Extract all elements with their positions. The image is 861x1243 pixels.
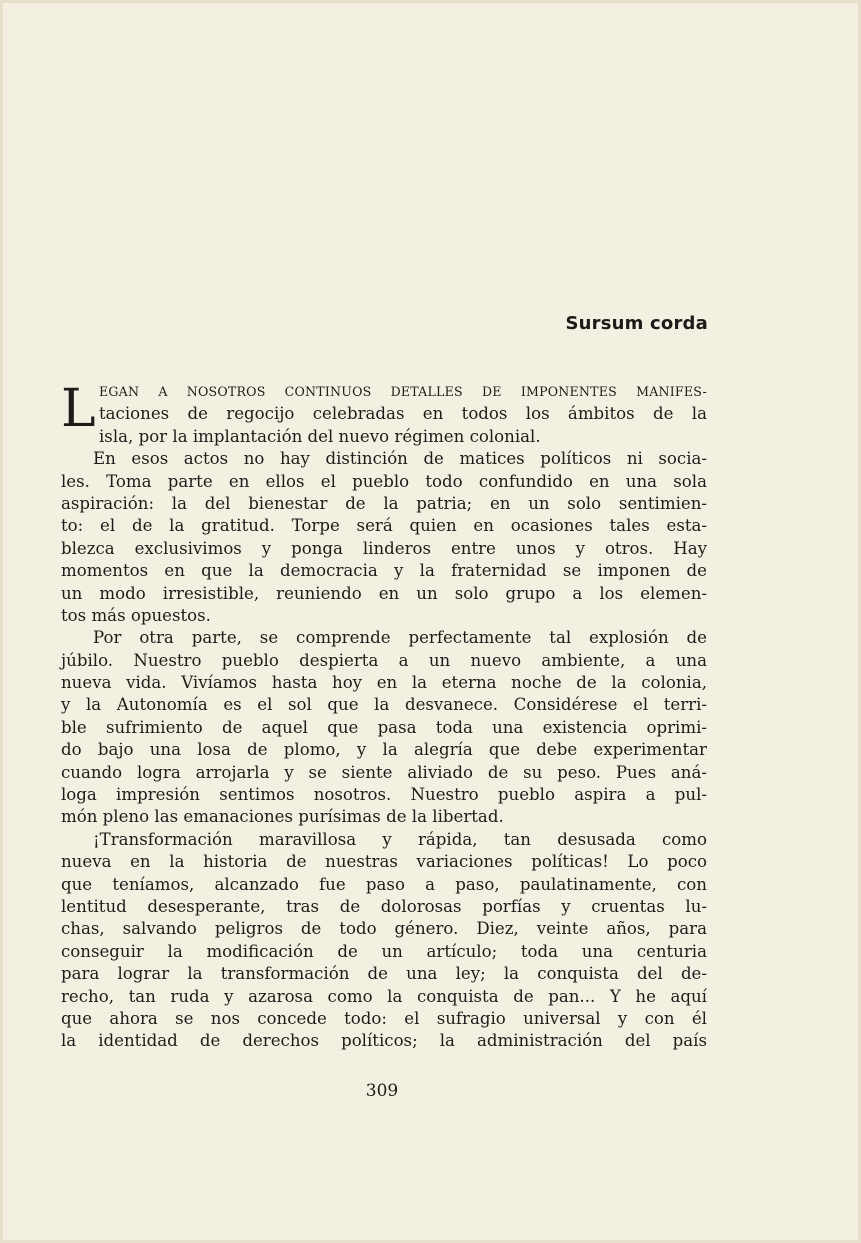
- text-line: la identidad de derechos políticos; la administración del país: [61, 1031, 707, 1051]
- text-line: que ahora se nos concede todo: el sufragio universal y con él: [61, 1008, 707, 1028]
- text-line: chas, salvando peligros de todo género. Diez, veinte años, para: [61, 919, 707, 939]
- text-line: tos más opuestos.: [61, 605, 211, 625]
- text-line: do bajo una losa de plomo, y la alegría que debe experimentar: [61, 740, 707, 760]
- chapter-title: Sursum corda: [565, 313, 708, 334]
- text-line: para lograr la transformación de una ley; la conquista del de-: [61, 964, 707, 984]
- text-line: conseguir la modificación de un artículo; toda una centuria: [61, 941, 707, 961]
- text-line: EGAN A NOSOTROS CONTINUOS DETALLES DE IMPONENTES MANIFES-: [99, 384, 707, 399]
- text-line: júbilo. Nuestro pueblo despierta a un nuevo ambiente, a una: [61, 650, 707, 670]
- text-line: cuando logra arrojarla y se siente aliviado de su peso. Pues aná-: [61, 762, 707, 782]
- page-number: 309: [365, 1081, 399, 1101]
- text-line: un modo irresistible, reuniendo en un solo grupo a los elemen-: [61, 583, 707, 603]
- text-line: y la Autonomía es el sol que la desvanece. Considérese el terri-: [61, 695, 707, 715]
- text-line: món pleno las emanaciones purísimas de la libertad.: [61, 807, 504, 827]
- text-line: Por otra parte, se comprende perfectamente tal explosión de: [93, 628, 707, 648]
- text-line: blezca exclusivimos y ponga linderos entre unos y otros. Hay: [61, 538, 707, 558]
- text-line: taciones de regocijo celebradas en todos los ámbitos de la: [99, 404, 707, 424]
- text-line: les. Toma parte en ellos el pueblo todo confundido en una sola: [61, 471, 707, 491]
- text-line: ¡Transformación maravillosa y rápida, tan desusada como: [93, 829, 707, 849]
- text-line: ble sufrimiento de aquel que pasa toda una existencia oprimi-: [61, 717, 707, 737]
- text-line: recho, tan ruda y azarosa como la conquista de pan... Y he aquí: [61, 986, 707, 1006]
- text-line: que teníamos, alcanzado fue paso a paso, paulatinamente, con: [61, 874, 707, 894]
- text-line: nueva vida. Vivíamos hasta hoy en la eterna noche de la colonia,: [61, 673, 707, 693]
- text-line: nueva en la historia de nuestras variaciones políticas! Lo poco: [61, 852, 707, 872]
- text-line: En esos actos no hay distinción de matices políticos ni socia-: [93, 449, 707, 469]
- text-line: lentitud desesperante, tras de dolorosas porfías y cruentas lu-: [61, 896, 707, 916]
- text-line: isla, por la implantación del nuevo régimen colonial.: [99, 426, 541, 446]
- body-text: [61, 381, 707, 1053]
- text-line: loga impresión sentimos nosotros. Nuestro pueblo aspira a pul-: [61, 785, 707, 805]
- text-line: momentos en que la democracia y la fraternidad se imponen de: [61, 561, 707, 581]
- drop-cap-letter: L: [61, 379, 96, 439]
- text-line: aspiración: la del bienestar de la patria; en un solo sentimien-: [61, 493, 707, 513]
- text-line: to: el de la gratitud. Torpe será quien en ocasiones tales esta-: [61, 516, 707, 536]
